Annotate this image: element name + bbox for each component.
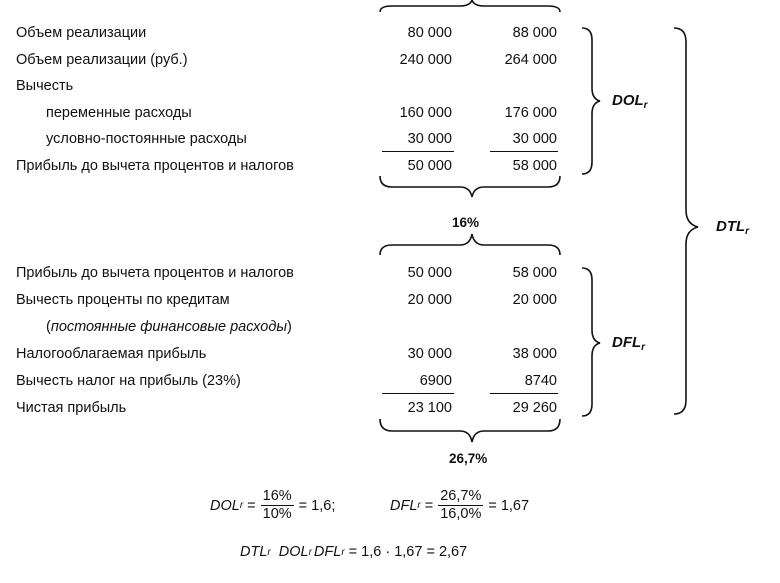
brace-section2-top: [380, 234, 560, 255]
s2-interest-v2: 20 000: [512, 292, 557, 308]
brace-dol: [582, 28, 600, 174]
label-dtl: [716, 218, 749, 237]
s1-label-fixed-costs: условно-постоянные расходы: [46, 131, 247, 147]
brace-section1-bottom: [380, 176, 560, 197]
s2-taxable-v2: 38 000: [512, 346, 557, 362]
formula-dtl-lhs: DTL: [240, 544, 268, 560]
brace-top-partial: [380, 0, 560, 12]
s1-variable-costs-v1: 160 000: [399, 105, 452, 121]
formula-dfl-denominator: 16,0%: [440, 506, 482, 522]
s2-tax-v1: 6900: [419, 373, 452, 389]
s2-paren-open: (: [46, 319, 51, 335]
formula-dtl-rhs: = 1,6 · 1,67 = 2,67: [348, 544, 468, 560]
formula-dtl-p2: DFL: [313, 544, 342, 560]
s2-change-percent: 26,7%: [449, 451, 488, 466]
label-dfl-main: DFL: [612, 334, 642, 351]
formula-dol-numerator: 16%: [262, 488, 292, 504]
s2-label-taxable: Налогооблагаемая прибыль: [16, 346, 207, 362]
s2-tax-v2: 8740: [524, 373, 557, 389]
s1-label-variable-costs: переменные расходы: [46, 105, 192, 121]
label-dol: [612, 92, 648, 111]
s2-fixed-financial-text: постоянные финансовые расходы: [50, 319, 288, 335]
formula-dtl-p2-sub: r: [341, 546, 345, 558]
s2-net-profit-v2: 29 260: [512, 400, 557, 416]
brace-section2-bottom: [380, 419, 560, 442]
formula-dfl-name: DFL: [390, 497, 418, 514]
formula-dtl: [240, 544, 467, 560]
label-dtl-sub: r: [745, 226, 750, 237]
s2-paren-close: ): [287, 319, 292, 335]
s2-taxable-v1: 30 000: [407, 346, 452, 362]
s2-label-interest: Вычесть проценты по кредитам: [16, 292, 230, 308]
formula-dtl-p1: DOL: [278, 544, 309, 560]
formula-dol-sub: r: [239, 500, 244, 511]
label-dol-main: DOL: [612, 92, 644, 109]
brace-dfl: [582, 268, 600, 416]
formula-dfl: [390, 488, 529, 523]
label-dtl-main: DTL: [716, 218, 746, 235]
s1-label-ebit: Прибыль до вычета процентов и налогов: [16, 158, 294, 174]
formula-dol-eq: =: [247, 497, 256, 514]
s2-interest-v1: 20 000: [407, 292, 452, 308]
formula-dtl-lhs-sub: r: [267, 546, 271, 558]
s1-sales-rub-v1: 240 000: [399, 52, 452, 68]
s1-sales-rub-v2: 264 000: [504, 52, 557, 68]
brace-dtl: [674, 28, 698, 414]
s1-fixed-costs-v2: 30 000: [512, 131, 557, 147]
formula-dol-result: = 1,6;: [298, 497, 336, 514]
s1-sales-volume-v2: 88 000: [512, 25, 557, 41]
s1-change-percent: 16%: [452, 215, 480, 230]
s2-label-net-profit: Чистая прибыль: [16, 400, 127, 416]
s2-ebit-v1: 50 000: [407, 265, 452, 281]
s2-ebit-v2: 58 000: [512, 265, 557, 281]
s1-label-sales-rub: Объем реализации (руб.): [16, 52, 188, 68]
formula-dfl-eq: =: [424, 497, 434, 514]
s1-ebit-v1: 50 000: [407, 158, 452, 174]
label-dfl: [612, 334, 645, 353]
formula-dfl-fraction: [438, 488, 483, 523]
formula-dfl-sub: r: [417, 500, 421, 511]
formula-dfl-result: = 1,67: [488, 497, 530, 514]
formula-dol: [210, 488, 335, 523]
formula-dol-name: DOL: [210, 497, 240, 514]
formula-dtl-p1-sub: r: [308, 546, 312, 558]
s1-label-subtract: Вычесть: [16, 78, 74, 94]
s1-sales-volume-v1: 80 000: [407, 25, 452, 41]
s1-variable-costs-v2: 176 000: [504, 105, 557, 121]
label-dfl-sub: r: [641, 342, 646, 353]
s1-label-sales-volume: Объем реализации: [16, 25, 147, 41]
formula-dfl-numerator: 26,7%: [440, 488, 482, 504]
s1-fixed-costs-v1: 30 000: [407, 131, 452, 147]
s1-ebit-v2: 58 000: [512, 158, 557, 174]
s2-label-ebit: Прибыль до вычета процентов и налогов: [16, 265, 294, 281]
s2-net-profit-v1: 23 100: [407, 400, 452, 416]
s2-label-tax: Вычесть налог на прибыль (23%): [16, 373, 241, 389]
formula-dol-denominator: 10%: [262, 506, 292, 522]
formula-dol-fraction: [261, 488, 294, 523]
label-dol-sub: r: [643, 100, 648, 111]
